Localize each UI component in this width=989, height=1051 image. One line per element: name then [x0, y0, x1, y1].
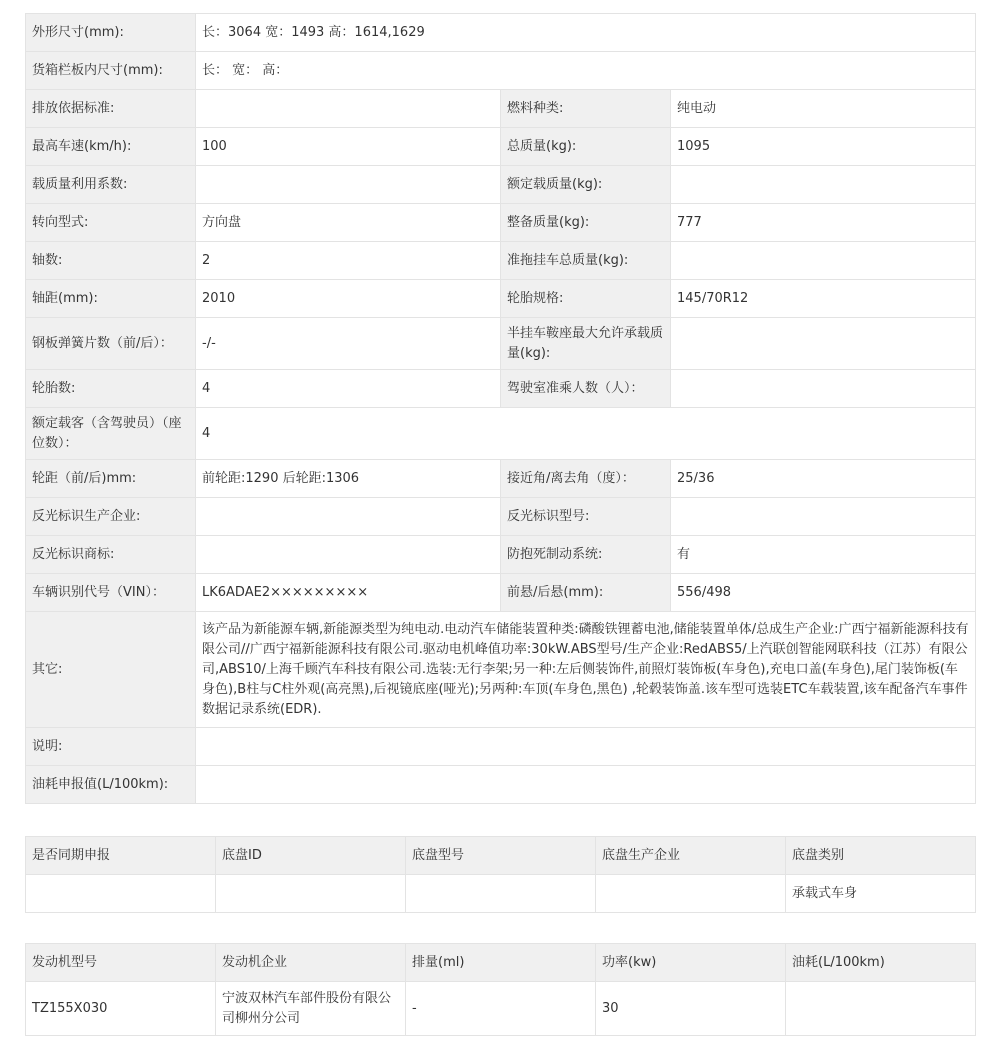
saddle-load-label: 半挂车鞍座最大允许承载质量(kg): — [501, 318, 671, 370]
rated-load-value — [671, 166, 976, 204]
spec-row-rated-passengers — [26, 408, 976, 460]
dimensions-label: 外形尺寸(mm): — [26, 14, 196, 52]
engine-consumption-value — [786, 982, 976, 1036]
engine-header-row — [26, 944, 976, 982]
remarks-value — [196, 728, 976, 766]
spec-row — [26, 166, 976, 204]
vin-label: 车辆识别代号（VIN）： — [26, 574, 196, 612]
spec-row-remarks — [26, 728, 976, 766]
engine-header-displacement: 排量(ml) — [406, 944, 596, 982]
axles-label: 轴数: — [26, 242, 196, 280]
wheelbase-value: 2010 — [196, 280, 501, 318]
cargo-box-value: 长： 宽： 高： — [196, 52, 976, 90]
vin-value: LK6ADAE2××××××××× — [196, 574, 501, 612]
cargo-box-label: 货箱栏板内尺寸(mm): — [26, 52, 196, 90]
leaf-springs-label: 钢板弹簧片数（前/后）： — [26, 318, 196, 370]
table-row — [26, 875, 976, 913]
leaf-springs-value: -/- — [196, 318, 501, 370]
chassis-header-id: 底盘ID — [216, 837, 406, 875]
spec-row — [26, 280, 976, 318]
chassis-table — [25, 836, 976, 913]
spec-row-cargo-box — [26, 52, 976, 90]
track-value: 前轮距:1290 后轮距:1306 — [196, 460, 501, 498]
total-mass-label: 总质量(kg): — [501, 128, 671, 166]
abs-value: 有 — [671, 536, 976, 574]
engine-header-model: 发动机型号 — [26, 944, 216, 982]
rated-load-label: 额定载质量(kg): — [501, 166, 671, 204]
reflector-model-label: 反光标识型号: — [501, 498, 671, 536]
other-label: 其它: — [26, 612, 196, 728]
chassis-id-value — [216, 875, 406, 913]
dimensions-value: 长：3064 宽：1493 高：1614,1629 — [196, 14, 976, 52]
fuel-report-label: 油耗申报值(L/100km): — [26, 766, 196, 804]
overhang-value: 556/498 — [671, 574, 976, 612]
approach-departure-label: 接近角/离去角（度）： — [501, 460, 671, 498]
spec-row — [26, 128, 976, 166]
other-value: 该产品为新能源车辆,新能源类型为纯电动.电动汽车储能装置种类:磷酸铁锂蓄电池,储能装置单体/总成生产企业:广西宁福新能源科技有限公司//广西宁福新能源科技有限公司.驱动电机峰值功率:30kW.ABS型号/生产企业:RedABS5/上汽联创智能网联科技（江苏）有限公司,ABS10/上海千顾汽车科技有限公司.选装:无行李架;另一种:左后侧装饰件,前照灯装饰板(车身色),充电口盖(车身色),尾门装饰板(车身色),B柱与C柱外观(高亮黑),后视镜底座(哑光);另两种:车顶(车身色,黑色) ,轮毂装饰盖.该车型可选装ETC车载装置,该车配备汽车事件数据记录系统(EDR). — [196, 612, 976, 728]
table-row — [26, 982, 976, 1036]
max-speed-label: 最高车速(km/h): — [26, 128, 196, 166]
cab-passengers-value — [671, 370, 976, 408]
load-utilization-value — [196, 166, 501, 204]
chassis-concurrent-value — [26, 875, 216, 913]
emission-standard-value — [196, 90, 501, 128]
reflector-model-value — [671, 498, 976, 536]
engine-power-value: 30 — [596, 982, 786, 1036]
spec-row — [26, 242, 976, 280]
fuel-type-value: 纯电动 — [671, 90, 976, 128]
max-speed-value: 100 — [196, 128, 501, 166]
wheelbase-label: 轴距(mm): — [26, 280, 196, 318]
spec-row — [26, 460, 976, 498]
track-label: 轮距（前/后)mm: — [26, 460, 196, 498]
fuel-report-value — [196, 766, 976, 804]
engine-displacement-value: - — [406, 982, 596, 1036]
towing-mass-value — [671, 242, 976, 280]
reflector-brand-label: 反光标识商标: — [26, 536, 196, 574]
steering-value: 方向盘 — [196, 204, 501, 242]
axles-value: 2 — [196, 242, 501, 280]
spec-row — [26, 370, 976, 408]
reflector-maker-label: 反光标识生产企业: — [26, 498, 196, 536]
engine-header-power: 功率(kw) — [596, 944, 786, 982]
chassis-header-row — [26, 837, 976, 875]
cab-passengers-label: 驾驶室准乘人数（人）： — [501, 370, 671, 408]
spec-row — [26, 498, 976, 536]
engine-maker-value: 宁波双林汽车部件股份有限公司柳州分公司 — [216, 982, 406, 1036]
engine-model-value: TZ155X030 — [26, 982, 216, 1036]
engine-header-maker: 发动机企业 — [216, 944, 406, 982]
chassis-header-model: 底盘型号 — [406, 837, 596, 875]
engine-header-consumption: 油耗(L/100km) — [786, 944, 976, 982]
chassis-header-category: 底盘类别 — [786, 837, 976, 875]
curb-mass-label: 整备质量(kg): — [501, 204, 671, 242]
emission-standard-label: 排放依据标准: — [26, 90, 196, 128]
chassis-category-value: 承载式车身 — [786, 875, 976, 913]
engine-table — [25, 943, 976, 1036]
chassis-maker-value — [596, 875, 786, 913]
reflector-maker-value — [196, 498, 501, 536]
remarks-label: 说明: — [26, 728, 196, 766]
chassis-header-maker: 底盘生产企业 — [596, 837, 786, 875]
spec-row — [26, 318, 976, 370]
saddle-load-value — [671, 318, 976, 370]
spec-row — [26, 90, 976, 128]
spec-row — [26, 536, 976, 574]
load-utilization-label: 载质量利用系数: — [26, 166, 196, 204]
vehicle-spec-table — [25, 13, 976, 804]
total-mass-value: 1095 — [671, 128, 976, 166]
rated-passengers-label: 额定载客（含驾驶员）（座位数）： — [26, 408, 196, 460]
curb-mass-value: 777 — [671, 204, 976, 242]
tire-count-value: 4 — [196, 370, 501, 408]
fuel-type-label: 燃料种类: — [501, 90, 671, 128]
spec-row-fuel-report — [26, 766, 976, 804]
tire-spec-label: 轮胎规格: — [501, 280, 671, 318]
towing-mass-label: 准拖挂车总质量(kg): — [501, 242, 671, 280]
tire-count-label: 轮胎数: — [26, 370, 196, 408]
tire-spec-value: 145/70R12 — [671, 280, 976, 318]
overhang-label: 前悬/后悬(mm): — [501, 574, 671, 612]
abs-label: 防抱死制动系统: — [501, 536, 671, 574]
spec-row — [26, 204, 976, 242]
approach-departure-value: 25/36 — [671, 460, 976, 498]
chassis-header-concurrent: 是否同期申报 — [26, 837, 216, 875]
spec-row — [26, 574, 976, 612]
steering-label: 转向型式: — [26, 204, 196, 242]
chassis-model-value — [406, 875, 596, 913]
reflector-brand-value — [196, 536, 501, 574]
rated-passengers-value: 4 — [196, 408, 976, 460]
spec-row-dimensions — [26, 14, 976, 52]
spec-row-other — [26, 612, 976, 728]
